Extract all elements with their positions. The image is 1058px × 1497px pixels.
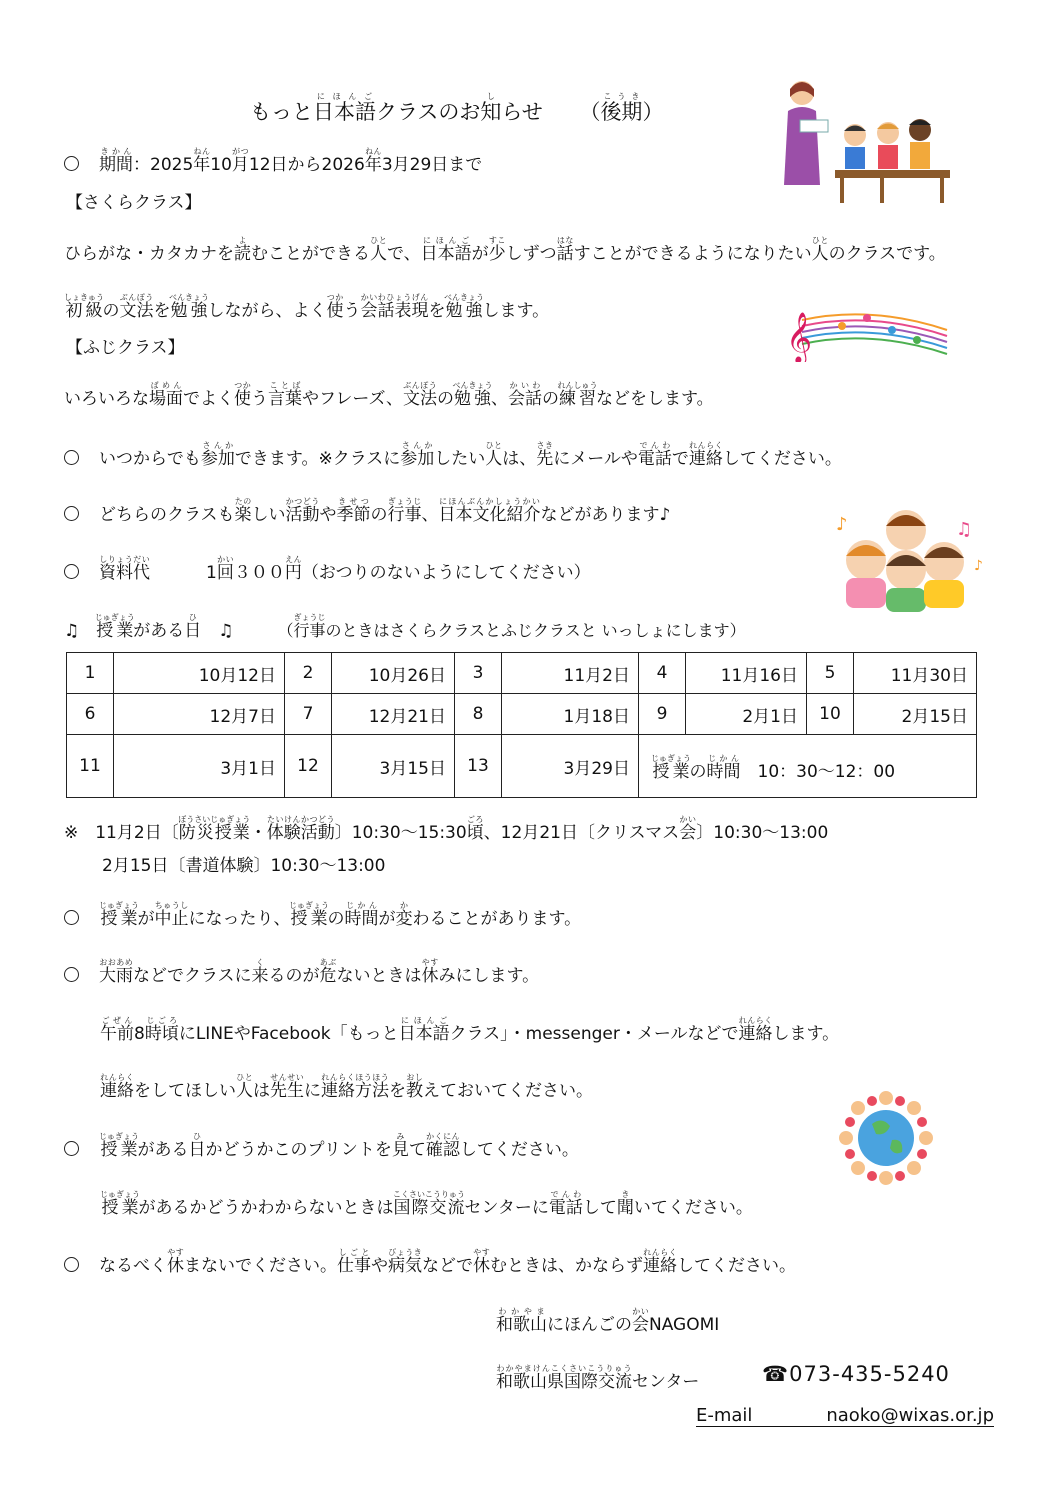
bullet-circle-icon [64,1257,79,1272]
table-row [67,694,977,735]
email-address[interactable]: naoko@wixas.or.jp [826,1405,994,1426]
rain-contact-note: 午前ごぜん8時頃じごろにLINEやFacebook「もっと日本語にほんごクラス」・messenger・メールなどで連絡れんらくします。 [100,1016,840,1044]
music-staff-illustration [782,300,952,362]
class-date: 3月15日 [332,735,455,798]
fuji-description: いろいろな場面ばめんでよく使つかう言葉ことばやフレーズ、文法ぶんぽうの勉強べんきょう、会話かいわの練習れんしゅうなどをします。 [64,381,714,409]
svg-text:𝄞: 𝄞 [786,312,813,362]
table-row [67,735,977,798]
phone-number: ☎073-435-5240 [762,1362,950,1386]
rain-note: 大雨おおあめなどでクラスに来くるのが危あぶないときは休やすみにします。 [64,958,539,987]
center-name: 和歌山県国際交流わかやまけんこくさいこうりゅうセンター [496,1364,700,1392]
title-main: もっと日本語にほんごクラスのお知しらせ [250,92,543,124]
bullet-circle-icon [64,910,79,925]
fuji-heading: 【ふじクラス】 [66,338,185,358]
join-note: いつからでも参加さんかできます。※クラスに参加さんかしたい人ひとは、先さきにメールや電話でんわで連絡れんらくしてください。 [64,441,842,470]
email-label: E-mail [696,1405,753,1426]
svg-text:♪: ♪ [974,558,983,574]
class-date: 12月21日 [332,694,455,735]
class-date: 2月1日 [686,694,807,735]
page-title [250,92,663,126]
class-number: 2 [285,653,332,694]
organization-name: 和歌山わかやまにほんごの会かいNAGOMI [496,1307,720,1335]
contact-request-note: 連絡れんらくをしてほしい人ひとは先生せんせいに連絡方法れんらくほうほうを教おしえておいてください。 [100,1073,593,1101]
bullet-circle-icon [64,450,79,465]
absence-note: なるべく休やすまないでください。仕事しごとや病気びょうきなどで休やすむときは、かならず連絡れんらくしてください。 [64,1248,796,1277]
call-note: 授業じゅぎょうがあるかどうかわからないときは国際交流こくさいこうりゅうセンターに電話でんわして聞きいてください。 [100,1190,753,1218]
bullet-circle-icon [64,967,79,982]
class-number: 3 [455,653,502,694]
table-row [67,653,977,694]
fee-note: 資料代しりょうだい1回かい３００円えん（おつりのないようにしてください） [64,555,591,584]
class-date: 1月18日 [502,694,639,735]
class-number: 4 [639,653,686,694]
schedule-heading: ♫ 授業じゅぎょうがある日ひ ♫ （行事ぎょうじのときはさくらクラスとふじクラスと いっしょにします） [64,613,746,641]
class-number: 12 [285,735,332,798]
check-note: 授業じゅぎょうがある日ひかどうかこのプリントを見みて確認かくにんしてください。 [64,1132,579,1161]
svg-text:♫: ♫ [956,519,973,540]
sakura-description-2: 初級しょきゅうの文法ぶんぽうを勉強べんきょうしながら、よく使つかう会話表現かいわひょうげんを勉強べんきょうします。 [64,293,550,321]
class-number: 1 [67,653,114,694]
class-date: 10月12日 [114,653,285,694]
class-number: 8 [455,694,502,735]
world-children-globe-illustration [838,1090,934,1186]
bullet-circle-icon [64,1141,79,1156]
teacher-classroom-illustration [780,75,955,210]
class-number: 13 [455,735,502,798]
class-number: 5 [807,653,854,694]
class-date: 3月29日 [502,735,639,798]
class-number: 10 [807,694,854,735]
class-date: 11月16日 [686,653,807,694]
sakura-description-1: ひらがな・カタカナを読よむことができる人ひとで、日本語にほんごが少すこしずつ話はなすことができるようになりたい人ひとのクラスです。 [64,236,946,264]
bullet-circle-icon [64,506,79,521]
email-line[interactable] [696,1405,994,1427]
events-note: どちらのクラスも楽たのしい活動かつどうや季節きせつの行事ぎょうじ、日本文化紹介にほんぶんかしょうかいなどがあります♪ [64,497,670,526]
class-number: 9 [639,694,686,735]
class-number: 11 [67,735,114,798]
schedule-table [66,652,977,798]
class-date: 11月2日 [502,653,639,694]
class-date: 10月26日 [332,653,455,694]
special-events-2: 2月15日〔書道体験〕10:30〜13:00 [102,856,386,876]
cancel-note: 授業じゅぎょうが中止ちゅうしになったり、授業じゅぎょうの時間じかんが変かわることがあります。 [64,901,581,930]
bullet-circle-icon [64,564,79,579]
title-suffix: （後期こうき） [579,92,664,124]
class-date: 2月15日 [854,694,977,735]
special-events-1: ※ 11月2日〔防災授業ぼうさいじゅぎょう・体験活動たいけんかつどう〕10:30〜15:30頃ごろ、12月21日〔クリスマス会かい〕10:30〜13:00 [64,815,829,843]
period-line: 期間きかん：2025年ねん10月がつ12日から2026年ねん3月29日まで [64,147,482,176]
children-singing-illustration [826,500,986,615]
svg-text:♪: ♪ [836,514,848,535]
class-date: 3月1日 [114,735,285,798]
class-date: 11月30日 [854,653,977,694]
class-date: 12月7日 [114,694,285,735]
bullet-circle-icon [64,156,79,171]
class-time: 授業じゅぎょうの時間じかん 10：30〜12：00 [639,735,977,798]
class-number: 7 [285,694,332,735]
sakura-heading: 【さくらクラス】 [66,193,202,213]
class-number: 6 [67,694,114,735]
